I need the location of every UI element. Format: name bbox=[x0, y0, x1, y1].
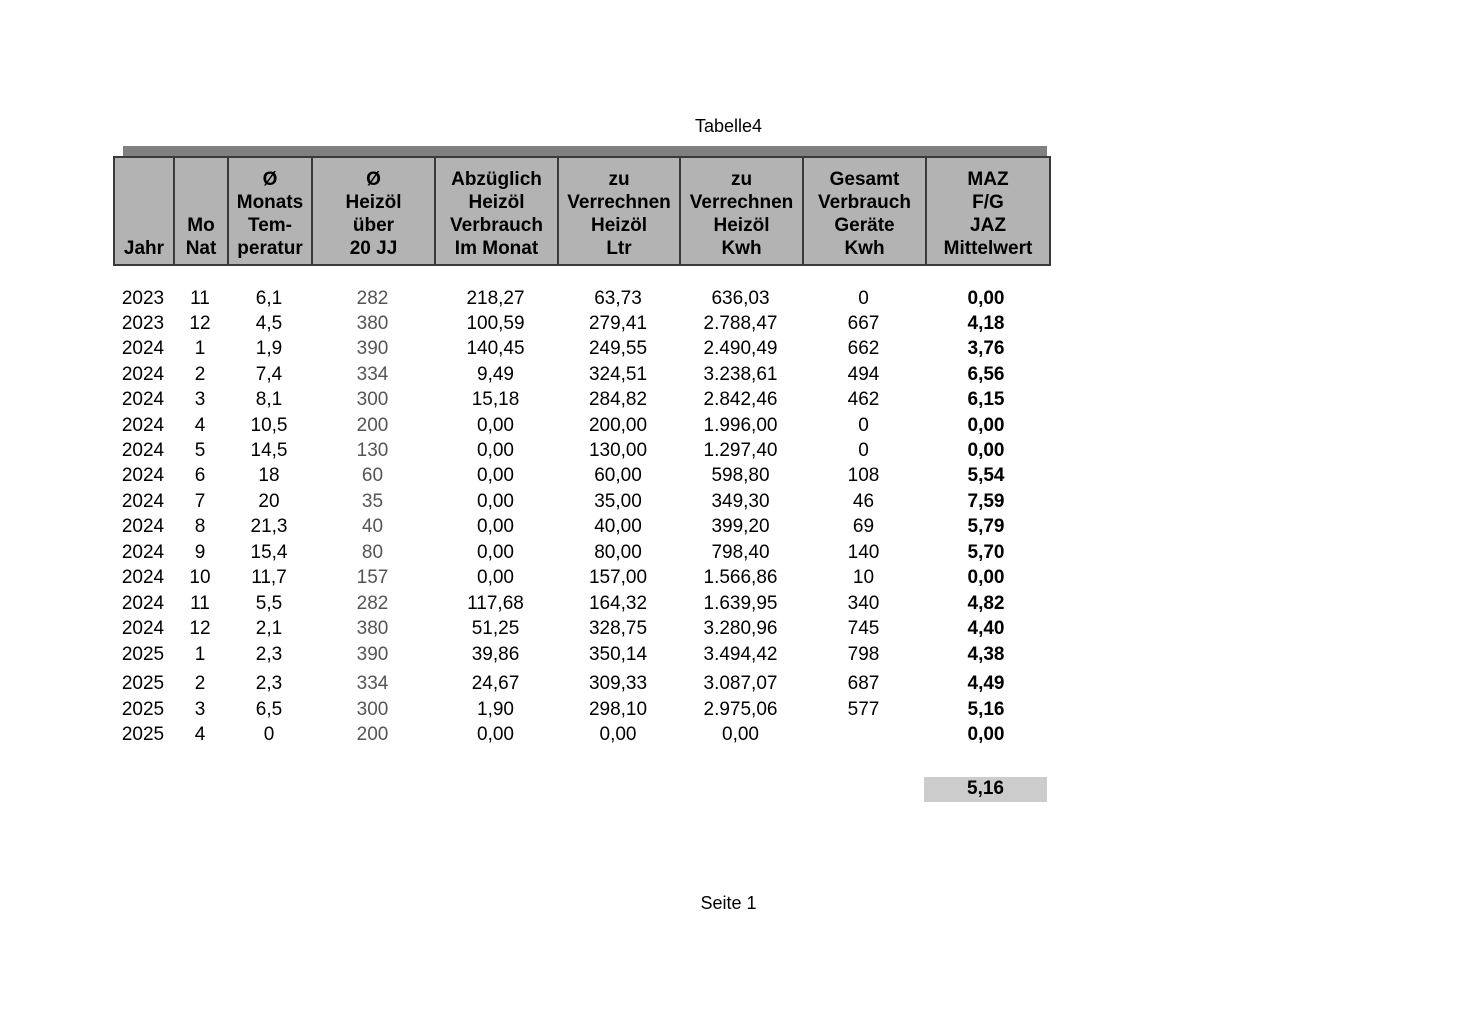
cell-oil-deducted: 0,00 bbox=[477, 415, 514, 436]
cell-devices-kwh: 667 bbox=[847, 313, 880, 334]
cell-temperature: 10,5 bbox=[250, 415, 288, 436]
cell-maz: 0,00 bbox=[967, 724, 1005, 745]
cell-oil-ltr: 350,14 bbox=[588, 644, 648, 665]
cell-year: 2023 bbox=[121, 313, 165, 334]
cell-oil-deducted: 0,00 bbox=[477, 724, 514, 745]
cell-month: 2 bbox=[194, 364, 206, 385]
cell-temperature: 0 bbox=[263, 724, 275, 745]
cell-maz: 4,38 bbox=[967, 644, 1005, 665]
cell-oil-avg: 334 bbox=[356, 364, 389, 385]
cell-year: 2025 bbox=[121, 673, 165, 694]
cell-oil-ltr: 40,00 bbox=[594, 516, 642, 537]
cell-oil-kwh: 1.297,40 bbox=[703, 440, 778, 461]
table-row bbox=[113, 723, 1047, 747]
cell-oil-deducted: 1,90 bbox=[477, 699, 514, 720]
cell-oil-kwh: 3.280,96 bbox=[703, 618, 778, 639]
cell-oil-avg: 300 bbox=[356, 699, 389, 720]
cell-devices-kwh: 10 bbox=[852, 567, 875, 588]
cell-month: 12 bbox=[189, 313, 211, 334]
cell-devices-kwh: 577 bbox=[847, 699, 880, 720]
cell-maz: 5,16 bbox=[967, 699, 1005, 720]
cell-oil-avg: 390 bbox=[356, 644, 389, 665]
cell-month: 3 bbox=[194, 699, 206, 720]
cell-oil-ltr: 298,10 bbox=[588, 699, 648, 720]
cell-year: 2025 bbox=[121, 699, 165, 720]
cell-oil-ltr: 35,00 bbox=[594, 491, 642, 512]
cell-oil-avg: 60 bbox=[361, 465, 384, 486]
cell-oil-ltr: 164,32 bbox=[588, 593, 648, 614]
cell-oil-avg: 380 bbox=[356, 618, 389, 639]
header-oil-kwh: zu Verrechnen Heizöl Kwh bbox=[681, 158, 804, 264]
cell-temperature: 21,3 bbox=[250, 516, 288, 537]
header-temperature: Ø Monats Tem- peratur bbox=[229, 158, 313, 264]
cell-maz: 4,82 bbox=[967, 593, 1005, 614]
table-row bbox=[113, 414, 1047, 438]
cell-year: 2024 bbox=[121, 593, 165, 614]
cell-oil-avg: 35 bbox=[361, 491, 384, 512]
table-row bbox=[113, 643, 1047, 667]
header-year: Jahr bbox=[115, 158, 175, 264]
cell-devices-kwh bbox=[802, 723, 925, 747]
cell-year: 2024 bbox=[121, 465, 165, 486]
header-devices-kwh: Gesamt Verbrauch Geräte Kwh bbox=[804, 158, 927, 264]
cell-year: 2024 bbox=[121, 567, 165, 588]
cell-oil-kwh: 349,30 bbox=[711, 491, 770, 512]
cell-year: 2025 bbox=[121, 644, 165, 665]
cell-oil-ltr: 0,00 bbox=[599, 724, 637, 745]
cell-temperature: 4,5 bbox=[255, 313, 283, 334]
cell-oil-kwh: 399,20 bbox=[711, 516, 770, 537]
table-row bbox=[113, 698, 1047, 722]
cell-oil-avg: 282 bbox=[356, 593, 389, 614]
cell-oil-avg: 390 bbox=[356, 338, 389, 359]
cell-oil-deducted: 24,67 bbox=[471, 673, 520, 694]
cell-devices-kwh: 340 bbox=[847, 593, 880, 614]
cell-oil-kwh: 3.494,42 bbox=[703, 644, 778, 665]
cell-maz: 0,00 bbox=[967, 288, 1005, 309]
cell-devices-kwh: 0 bbox=[858, 288, 869, 309]
cell-month: 11 bbox=[190, 288, 210, 309]
cell-oil-deducted: 15,18 bbox=[471, 389, 520, 410]
cell-oil-deducted: 51,25 bbox=[471, 618, 520, 639]
cell-year: 2024 bbox=[121, 338, 165, 359]
cell-oil-ltr: 284,82 bbox=[588, 389, 648, 410]
cell-maz: 5,79 bbox=[967, 516, 1005, 537]
cell-oil-avg: 200 bbox=[356, 415, 389, 436]
table-row bbox=[113, 515, 1047, 539]
cell-temperature: 2,3 bbox=[255, 673, 283, 694]
cell-oil-deducted: 218,27 bbox=[466, 288, 525, 309]
cell-month: 1 bbox=[194, 644, 206, 665]
cell-temperature: 7,4 bbox=[255, 364, 283, 385]
cell-temperature: 6,1 bbox=[255, 288, 283, 309]
cell-maz: 6,56 bbox=[967, 364, 1005, 385]
table-row bbox=[113, 617, 1047, 641]
cell-oil-kwh: 2.490,49 bbox=[703, 338, 778, 359]
cell-temperature: 8,1 bbox=[255, 389, 283, 410]
cell-temperature: 6,5 bbox=[255, 699, 283, 720]
cell-month: 9 bbox=[194, 542, 206, 563]
cell-maz: 5,70 bbox=[967, 542, 1005, 563]
cell-oil-deducted: 0,00 bbox=[477, 465, 514, 486]
cell-oil-ltr: 130,00 bbox=[588, 440, 648, 461]
cell-year: 2024 bbox=[121, 364, 165, 385]
cell-oil-ltr: 279,41 bbox=[588, 313, 648, 334]
cell-oil-kwh: 1.566,86 bbox=[703, 567, 778, 588]
cell-maz: 4,40 bbox=[967, 618, 1005, 639]
cell-month: 7 bbox=[194, 491, 206, 512]
header-top-bar bbox=[123, 146, 1047, 156]
cell-oil-ltr: 60,00 bbox=[594, 465, 642, 486]
table-row bbox=[113, 287, 1047, 311]
cell-month: 5 bbox=[194, 440, 206, 461]
cell-oil-kwh: 3.087,07 bbox=[703, 673, 778, 694]
cell-year: 2024 bbox=[121, 389, 165, 410]
cell-oil-ltr: 309,33 bbox=[588, 673, 648, 694]
cell-devices-kwh: 662 bbox=[847, 338, 880, 359]
cell-oil-deducted: 0,00 bbox=[477, 516, 514, 537]
cell-month: 10 bbox=[189, 567, 211, 588]
table-row bbox=[113, 490, 1047, 514]
cell-oil-kwh: 598,80 bbox=[711, 465, 770, 486]
cell-maz: 4,18 bbox=[967, 313, 1005, 334]
table-row bbox=[113, 439, 1047, 463]
table-row bbox=[113, 464, 1047, 488]
cell-devices-kwh: 0 bbox=[858, 415, 869, 436]
cell-oil-kwh: 1.639,95 bbox=[703, 593, 778, 614]
cell-oil-ltr: 200,00 bbox=[588, 415, 648, 436]
cell-oil-kwh: 1.996,00 bbox=[703, 415, 778, 436]
cell-temperature: 5,5 bbox=[255, 593, 283, 614]
cell-oil-kwh: 2.788,47 bbox=[703, 313, 778, 334]
header-oil-ltr: zu Verrechnen Heizöl Ltr bbox=[559, 158, 681, 264]
header-maz: MAZ F/G JAZ Mittelwert bbox=[943, 169, 1033, 259]
cell-oil-deducted: 100,59 bbox=[466, 313, 525, 334]
cell-devices-kwh: 462 bbox=[847, 389, 880, 410]
cell-temperature: 18 bbox=[258, 465, 280, 486]
cell-oil-avg: 130 bbox=[356, 440, 389, 461]
cell-maz: 7,59 bbox=[967, 491, 1005, 512]
cell-oil-avg: 200 bbox=[356, 724, 389, 745]
cell-devices-kwh: 745 bbox=[847, 618, 880, 639]
cell-month: 4 bbox=[194, 724, 206, 745]
cell-month: 4 bbox=[194, 415, 206, 436]
summary-average-cell: 5,16 bbox=[924, 777, 1047, 802]
cell-oil-avg: 300 bbox=[356, 389, 389, 410]
header-month: Mo Nat bbox=[175, 158, 229, 264]
cell-oil-deducted: 0,00 bbox=[477, 567, 514, 588]
cell-maz: 0,00 bbox=[967, 567, 1005, 588]
table-row bbox=[113, 337, 1047, 361]
table-header bbox=[113, 156, 1051, 266]
page-footer: Seite 1 bbox=[700, 893, 757, 913]
cell-oil-deducted: 0,00 bbox=[477, 440, 514, 461]
cell-oil-deducted: 0,00 bbox=[477, 542, 514, 563]
cell-year: 2024 bbox=[121, 618, 165, 639]
cell-oil-kwh: 2.842,46 bbox=[703, 389, 778, 410]
cell-oil-kwh: 2.975,06 bbox=[703, 699, 778, 720]
cell-oil-avg: 40 bbox=[361, 516, 384, 537]
cell-devices-kwh: 140 bbox=[847, 542, 880, 563]
cell-oil-kwh: 798,40 bbox=[711, 542, 770, 563]
cell-oil-deducted: 140,45 bbox=[466, 338, 525, 359]
cell-devices-kwh: 69 bbox=[852, 516, 875, 537]
cell-oil-ltr: 324,51 bbox=[588, 364, 648, 385]
cell-year: 2024 bbox=[121, 415, 165, 436]
cell-oil-avg: 334 bbox=[356, 673, 389, 694]
cell-temperature: 15,4 bbox=[250, 542, 288, 563]
cell-month: 1 bbox=[194, 338, 206, 359]
cell-maz: 0,00 bbox=[967, 440, 1005, 461]
page-title: Tabelle4 bbox=[694, 116, 763, 136]
cell-temperature: 1,9 bbox=[255, 338, 283, 359]
cell-oil-ltr: 80,00 bbox=[594, 542, 642, 563]
table-row bbox=[113, 363, 1047, 387]
cell-devices-kwh: 687 bbox=[847, 673, 880, 694]
cell-temperature: 2,1 bbox=[255, 618, 283, 639]
cell-maz: 5,54 bbox=[967, 465, 1005, 486]
cell-oil-kwh: 636,03 bbox=[711, 288, 770, 309]
cell-oil-deducted: 9,49 bbox=[477, 364, 514, 385]
cell-year: 2023 bbox=[121, 288, 165, 309]
table-row bbox=[113, 672, 1047, 696]
cell-year: 2024 bbox=[121, 542, 165, 563]
header-oil-deducted: Abzüglich Heizöl Verbrauch Im Monat bbox=[436, 158, 559, 264]
cell-oil-ltr: 63,73 bbox=[594, 288, 642, 309]
cell-temperature: 14,5 bbox=[250, 440, 288, 461]
cell-year: 2024 bbox=[121, 516, 165, 537]
header-oil-avg: Ø Heizöl über 20 JJ bbox=[313, 158, 436, 264]
cell-devices-kwh: 46 bbox=[852, 491, 875, 512]
cell-oil-ltr: 328,75 bbox=[588, 618, 648, 639]
cell-month: 2 bbox=[194, 673, 206, 694]
cell-devices-kwh: 108 bbox=[847, 465, 880, 486]
cell-oil-avg: 80 bbox=[361, 542, 384, 563]
cell-oil-ltr: 157,00 bbox=[588, 567, 648, 588]
table-row bbox=[113, 566, 1047, 590]
cell-oil-deducted: 39,86 bbox=[471, 644, 520, 665]
cell-devices-kwh: 798 bbox=[847, 644, 880, 665]
cell-devices-kwh: 0 bbox=[858, 440, 869, 461]
cell-oil-deducted: 117,68 bbox=[467, 593, 524, 614]
cell-maz: 0,00 bbox=[967, 415, 1005, 436]
cell-oil-deducted: 0,00 bbox=[477, 491, 514, 512]
cell-year: 2025 bbox=[121, 724, 165, 745]
cell-maz: 4,49 bbox=[967, 673, 1005, 694]
cell-maz: 6,15 bbox=[967, 389, 1005, 410]
cell-temperature: 2,3 bbox=[255, 644, 283, 665]
cell-month: 12 bbox=[189, 618, 211, 639]
cell-temperature: 11,7 bbox=[251, 567, 287, 588]
cell-month: 11 bbox=[190, 593, 210, 614]
cell-oil-avg: 380 bbox=[356, 313, 389, 334]
cell-devices-kwh: 494 bbox=[847, 364, 880, 385]
cell-month: 3 bbox=[194, 389, 206, 410]
cell-year: 2024 bbox=[121, 491, 165, 512]
cell-temperature: 20 bbox=[258, 491, 280, 512]
cell-oil-kwh: 0,00 bbox=[722, 724, 759, 745]
cell-oil-ltr: 249,55 bbox=[588, 338, 648, 359]
cell-oil-avg: 157 bbox=[356, 567, 389, 588]
cell-oil-kwh: 3.238,61 bbox=[703, 364, 778, 385]
cell-month: 8 bbox=[194, 516, 206, 537]
table-row bbox=[113, 312, 1047, 336]
table-row bbox=[113, 388, 1047, 412]
table-row bbox=[113, 592, 1047, 616]
cell-year: 2024 bbox=[121, 440, 165, 461]
table-row bbox=[113, 541, 1047, 565]
cell-oil-avg: 282 bbox=[356, 288, 389, 309]
cell-month: 6 bbox=[194, 465, 206, 486]
cell-maz: 3,76 bbox=[967, 338, 1005, 359]
